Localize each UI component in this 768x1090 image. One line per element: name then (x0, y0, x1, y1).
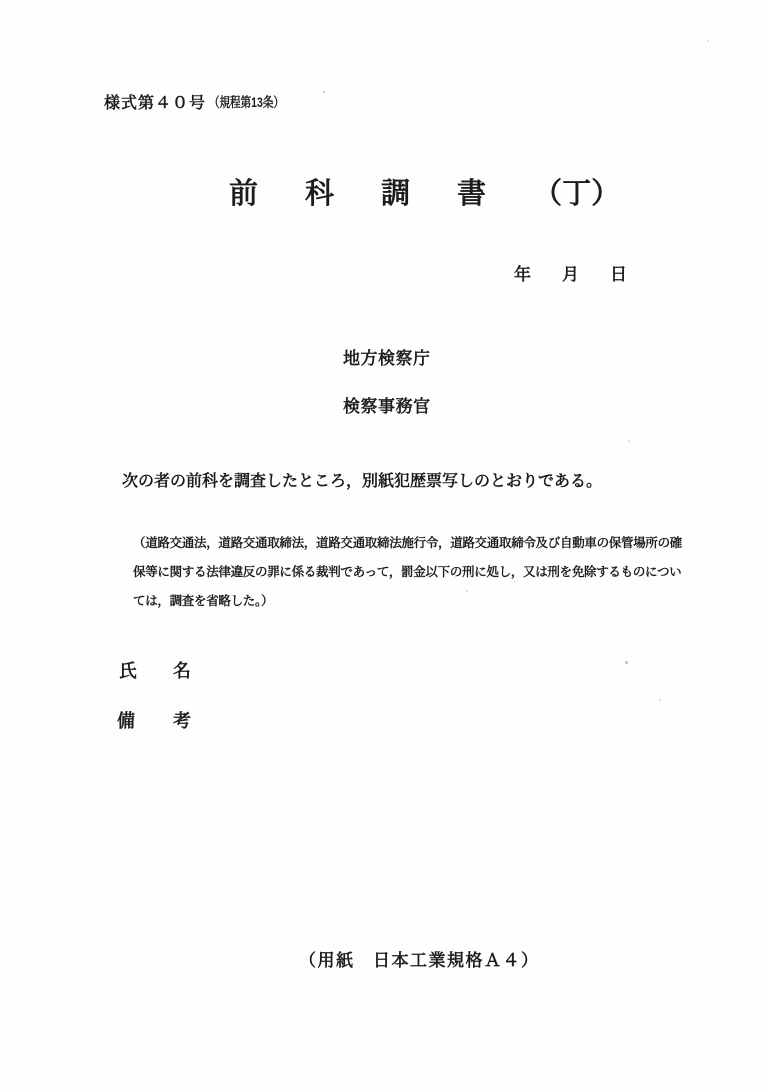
note-paragraph (133, 529, 682, 616)
document-title (229, 171, 620, 212)
title-suffix: （丁） (533, 178, 621, 210)
title-char: 書 (457, 178, 487, 210)
scan-speck (466, 590, 468, 592)
scan-speck (707, 40, 709, 42)
scan-speck (628, 440, 630, 442)
date-line (514, 260, 627, 285)
form-number: 様式第４０号 (104, 95, 207, 112)
remarks-label-char: 考 (173, 711, 191, 731)
title-char: 科 (305, 178, 335, 210)
name-label-char: 氏 (119, 661, 137, 681)
scan-speck (659, 699, 661, 701)
title-char: 前 (229, 178, 259, 210)
name-label-char: 名 (173, 661, 191, 681)
remarks-label-char: 備 (117, 711, 135, 731)
scan-speck (323, 91, 325, 93)
title-char: 調 (381, 178, 411, 210)
form-number-line (104, 90, 305, 113)
paper-spec-note: （用紙 日本工業規格Ａ４） (299, 951, 540, 970)
note-line: （道路交通法，道路交通取締法，道路交通取締法施行令，道路交通取締令及び自動車の保管場所の確 (133, 536, 683, 550)
form-regulation: （規程第13条） (209, 95, 284, 110)
remarks-field-label (117, 707, 191, 733)
officer-title-label: 検察事務官 (343, 397, 431, 416)
date-day-label: 日 (610, 265, 627, 284)
date-month-label: 月 (562, 265, 579, 284)
note-line: 保等に関する法律違反の罪に係る裁判であって，罰金以下の刑に処し，又は刑を免除するものについ (133, 565, 682, 579)
name-field-label (119, 657, 191, 683)
prosecutors-office-label: 地方検察庁 (343, 349, 431, 368)
scan-speck (625, 661, 628, 664)
body-sentence: 次の者の前科を調査したところ，別紙犯歴票写しのとおりである。 (122, 473, 603, 490)
date-year-label: 年 (514, 265, 531, 284)
note-line: ては，調査を省略した。） (133, 594, 274, 608)
